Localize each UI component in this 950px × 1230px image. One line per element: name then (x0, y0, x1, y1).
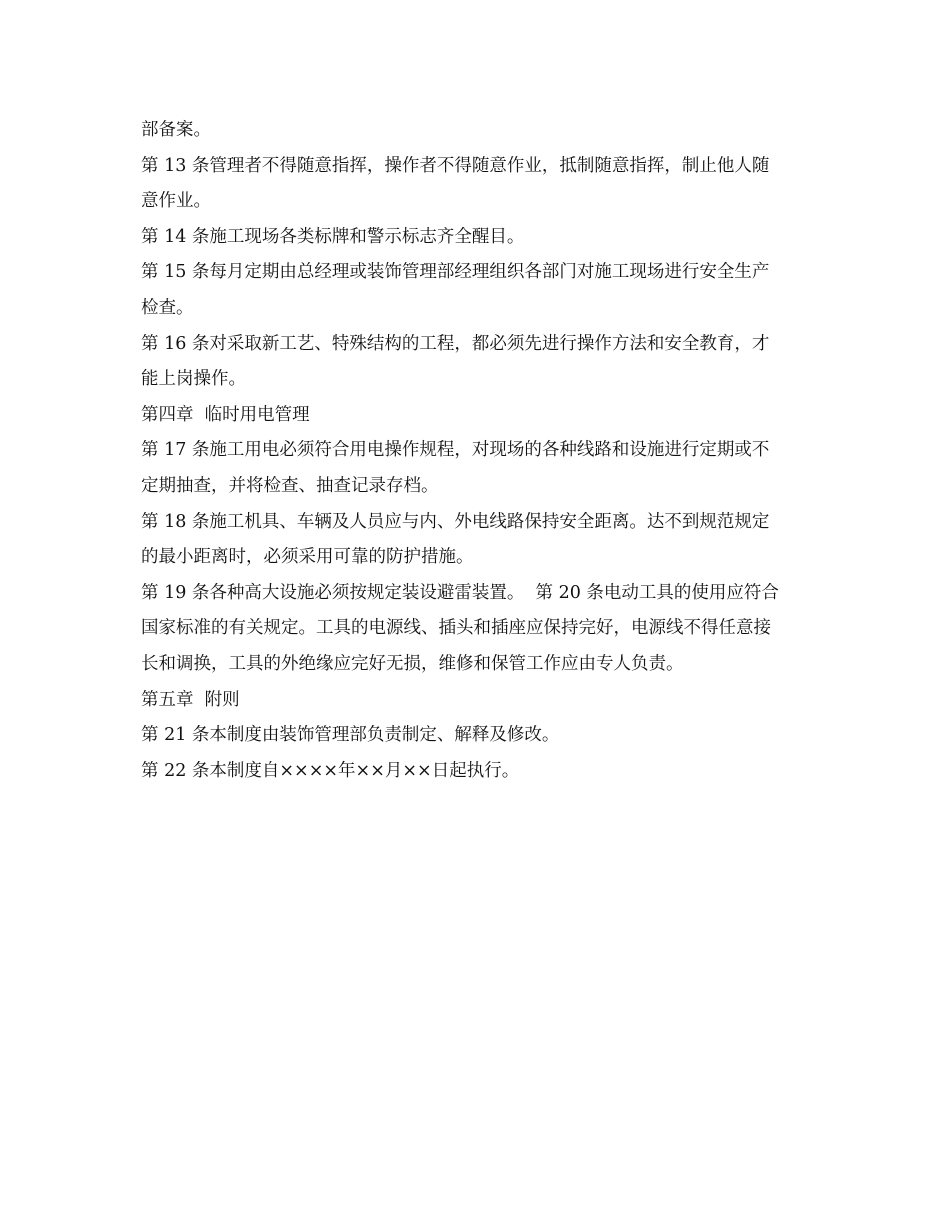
article-17-line-1: 第 17 条施工用电必须符合用电操作规程，对现场的各种线路和设施进行定期或不 (141, 440, 770, 461)
article-20-line-2: 国家标准的有关规定。工具的电源线、插头和插座应保持完好，电源线不得任意接 (141, 618, 771, 639)
article-19-20-line-1: 第 19 条各种高大设施必须按规定装设避雷装置。 第 20 条电动工具的使用应符合 (141, 582, 779, 603)
article-18-line-2: 的最小距离时，必须采用可靠的防护措施。 (141, 547, 474, 568)
article-16-line-2: 能上岗操作。 (141, 369, 246, 390)
article-13-line-2: 意作业。 (141, 191, 211, 212)
article-20-line-3: 长和调换，工具的外绝缘应完好无损，维修和保管工作应由专人负责。 (141, 653, 684, 674)
article-13-line-1: 第 13 条管理者不得随意指挥，操作者不得随意作业，抵制随意指挥，制止他人随 (141, 155, 770, 176)
article-17-line-2: 定期抽查，并将检查、抽查记录存档。 (141, 475, 439, 496)
article-15-line-1: 第 15 条每月定期由总经理或装饰管理部经理组织各部门对施工现场进行安全生产 (141, 262, 770, 283)
article-15-line-2: 检查。 (141, 297, 194, 318)
article-22: 第 22 条本制度自××××年××月××日起执行。 (141, 760, 520, 781)
article-18-line-1: 第 18 条施工机具、车辆及人员应与内、外电线路保持安全距离。达不到规范规定 (141, 511, 770, 532)
chapter-5-heading: 第五章 附则 (141, 689, 240, 710)
chapter-4-heading: 第四章 临时用电管理 (141, 404, 310, 425)
document-body (141, 113, 813, 789)
text-line-continuation: 部备案。 (141, 120, 211, 140)
article-16-line-1: 第 16 条对采取新工艺、特殊结构的工程，都必须先进行操作方法和安全教育，才 (141, 333, 770, 354)
article-21: 第 21 条本制度由装饰管理部负责制定、解释及修改。 (141, 725, 560, 746)
article-14: 第 14 条施工现场各类标牌和警示标志齐全醒目。 (141, 226, 525, 247)
